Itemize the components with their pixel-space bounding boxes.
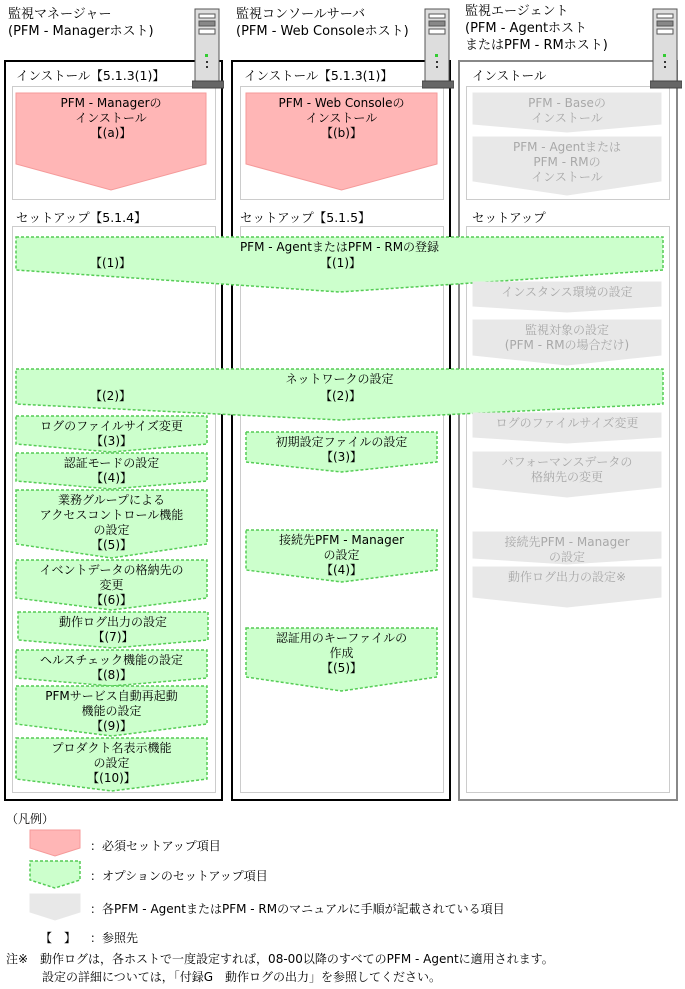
step-instance-env <box>473 282 661 312</box>
legend-title: （凡例） <box>6 812 55 826</box>
manager-setup-label: セットアップ【5.1.4】 <box>16 210 147 225</box>
step-install-pfm-base <box>473 93 661 132</box>
step-label: PFM - Baseの インストール <box>528 96 606 125</box>
step-install-agent <box>473 137 661 195</box>
step-log-file-size <box>16 416 207 452</box>
step-agent-connect-manager <box>473 532 661 564</box>
console-setup-box <box>240 226 444 793</box>
step-service-restart <box>16 686 207 736</box>
console-install-label: インストール【5.1.3(1)】 <box>244 68 393 83</box>
console-host-title: 監視コンソールサーバ (PFM - Web Consoleホスト) <box>236 7 409 39</box>
legend-optional-text: ：オプションのセットアップ項目 <box>90 869 268 883</box>
server-icon <box>650 8 680 88</box>
ref-network-console: 【(2)】 <box>320 389 361 403</box>
manager-host-title: 監視マネージャー (PFM - Managerホスト) <box>8 7 154 39</box>
legend-ref-symbol: 【 】 <box>40 931 77 945</box>
step-agent-log-size <box>473 413 661 443</box>
legend-manual-swatch <box>30 894 80 920</box>
server-icon <box>192 8 222 88</box>
server-icon <box>422 8 452 88</box>
legend-optional-swatch-shape <box>30 861 80 888</box>
step-label: 監視対象の設定 (PFM - RMの場合だけ) <box>504 323 630 352</box>
step-label: 動作ログ出力の設定 【(7)】 <box>58 615 167 644</box>
ref-network-manager: 【(2)】 <box>90 389 131 403</box>
step-label: 初期設定ファイルの設定 【(3)】 <box>275 435 408 464</box>
step-label: 認証用のキーファイルの 作成 【(5)】 <box>275 631 408 675</box>
legend-manual-text: ：各PFM - AgentまたはPFM - RMのマニュアルに手順が記載されている項目 <box>90 902 505 916</box>
step-label: 接続先PFM - Manager の設定 <box>504 535 630 564</box>
agent-setup-label: セットアップ <box>472 210 546 225</box>
step-label: ネットワークの設定 <box>285 372 394 386</box>
step-auth-keyfile <box>246 628 437 691</box>
ref-registration-manager: 【(1)】 <box>90 256 131 270</box>
legend-required-swatch <box>30 830 80 856</box>
step-label: ログのファイルサイズ変更 【(3)】 <box>40 419 183 448</box>
step-label: ログのファイルサイズ変更 <box>495 416 639 430</box>
footnote-line1: 注※ 動作ログは，各ホストで一度設定すれば，08-00以降のすべてのPFM - Agentに適用されます。 <box>6 952 554 966</box>
agent-host-title: 監視エージェント (PFM - Agentホスト またはPFM - RMホスト) <box>465 4 608 53</box>
agent-install-label: インストール <box>472 68 547 83</box>
step-event-data <box>16 560 207 610</box>
manager-install-label: インストール【5.1.3(1)】 <box>16 68 165 83</box>
step-install-web-console <box>246 93 437 190</box>
legend-required-swatch-shape <box>30 830 80 856</box>
step-product-name <box>16 738 207 791</box>
step-label: 接続先PFM - Manager の設定 【(4)】 <box>278 533 405 577</box>
step-label: PFMサービス自動再起動 機能の設定 【(9)】 <box>45 689 178 733</box>
legend-manual-swatch-shape <box>30 894 80 920</box>
step-label: ヘルスチェック機能の設定 【(8)】 <box>39 653 184 682</box>
step-label: 動作ログ出力の設定※ <box>507 570 627 584</box>
footnote-line2: 設定の詳細については，「付録G 動作ログの出力」を参照してください。 <box>6 970 442 984</box>
step-health-check <box>16 650 207 686</box>
step-auth-mode <box>16 453 207 489</box>
legend-optional-swatch <box>30 861 80 888</box>
step-label: パフォーマンスデータの 格納先の変更 <box>501 455 633 484</box>
legend-required-text: ：必須セットアップ項目 <box>90 839 221 853</box>
step-label: PFM - Agentまたは PFM - RMの インストール <box>513 140 621 184</box>
step-label: イベントデータの格納先の 変更 【(6)】 <box>39 563 184 607</box>
ref-registration-console: 【(1)】 <box>320 256 361 270</box>
step-access-control <box>16 490 207 558</box>
step-label: PFM - AgentまたはPFM - RMの登録 <box>239 240 440 254</box>
step-label: 認証モードの設定 【(4)】 <box>63 456 160 485</box>
step-label: インスタンス環境の設定 <box>501 285 633 299</box>
step-operation-log <box>18 612 208 648</box>
console-setup-label: セットアップ【5.1.5】 <box>240 210 371 225</box>
step-label: 業務グループによる アクセスコントロール機能 の設定 【(5)】 <box>39 493 184 552</box>
legend-ref-text: ：参照先 <box>90 931 139 945</box>
step-agent-perf-data <box>473 452 661 497</box>
step-label: PFM - Managerの インストール 【(a)】 <box>60 96 162 140</box>
step-connect-manager <box>246 530 437 582</box>
step-monitor-target <box>473 320 661 365</box>
step-init-file <box>246 432 437 472</box>
step-agent-operation-log <box>473 567 661 607</box>
step-install-manager <box>16 93 206 190</box>
step-label: PFM - Web Consoleの インストール 【(b)】 <box>278 96 405 140</box>
step-label: プロダクト名表示機能 の設定 【(10)】 <box>51 741 172 785</box>
